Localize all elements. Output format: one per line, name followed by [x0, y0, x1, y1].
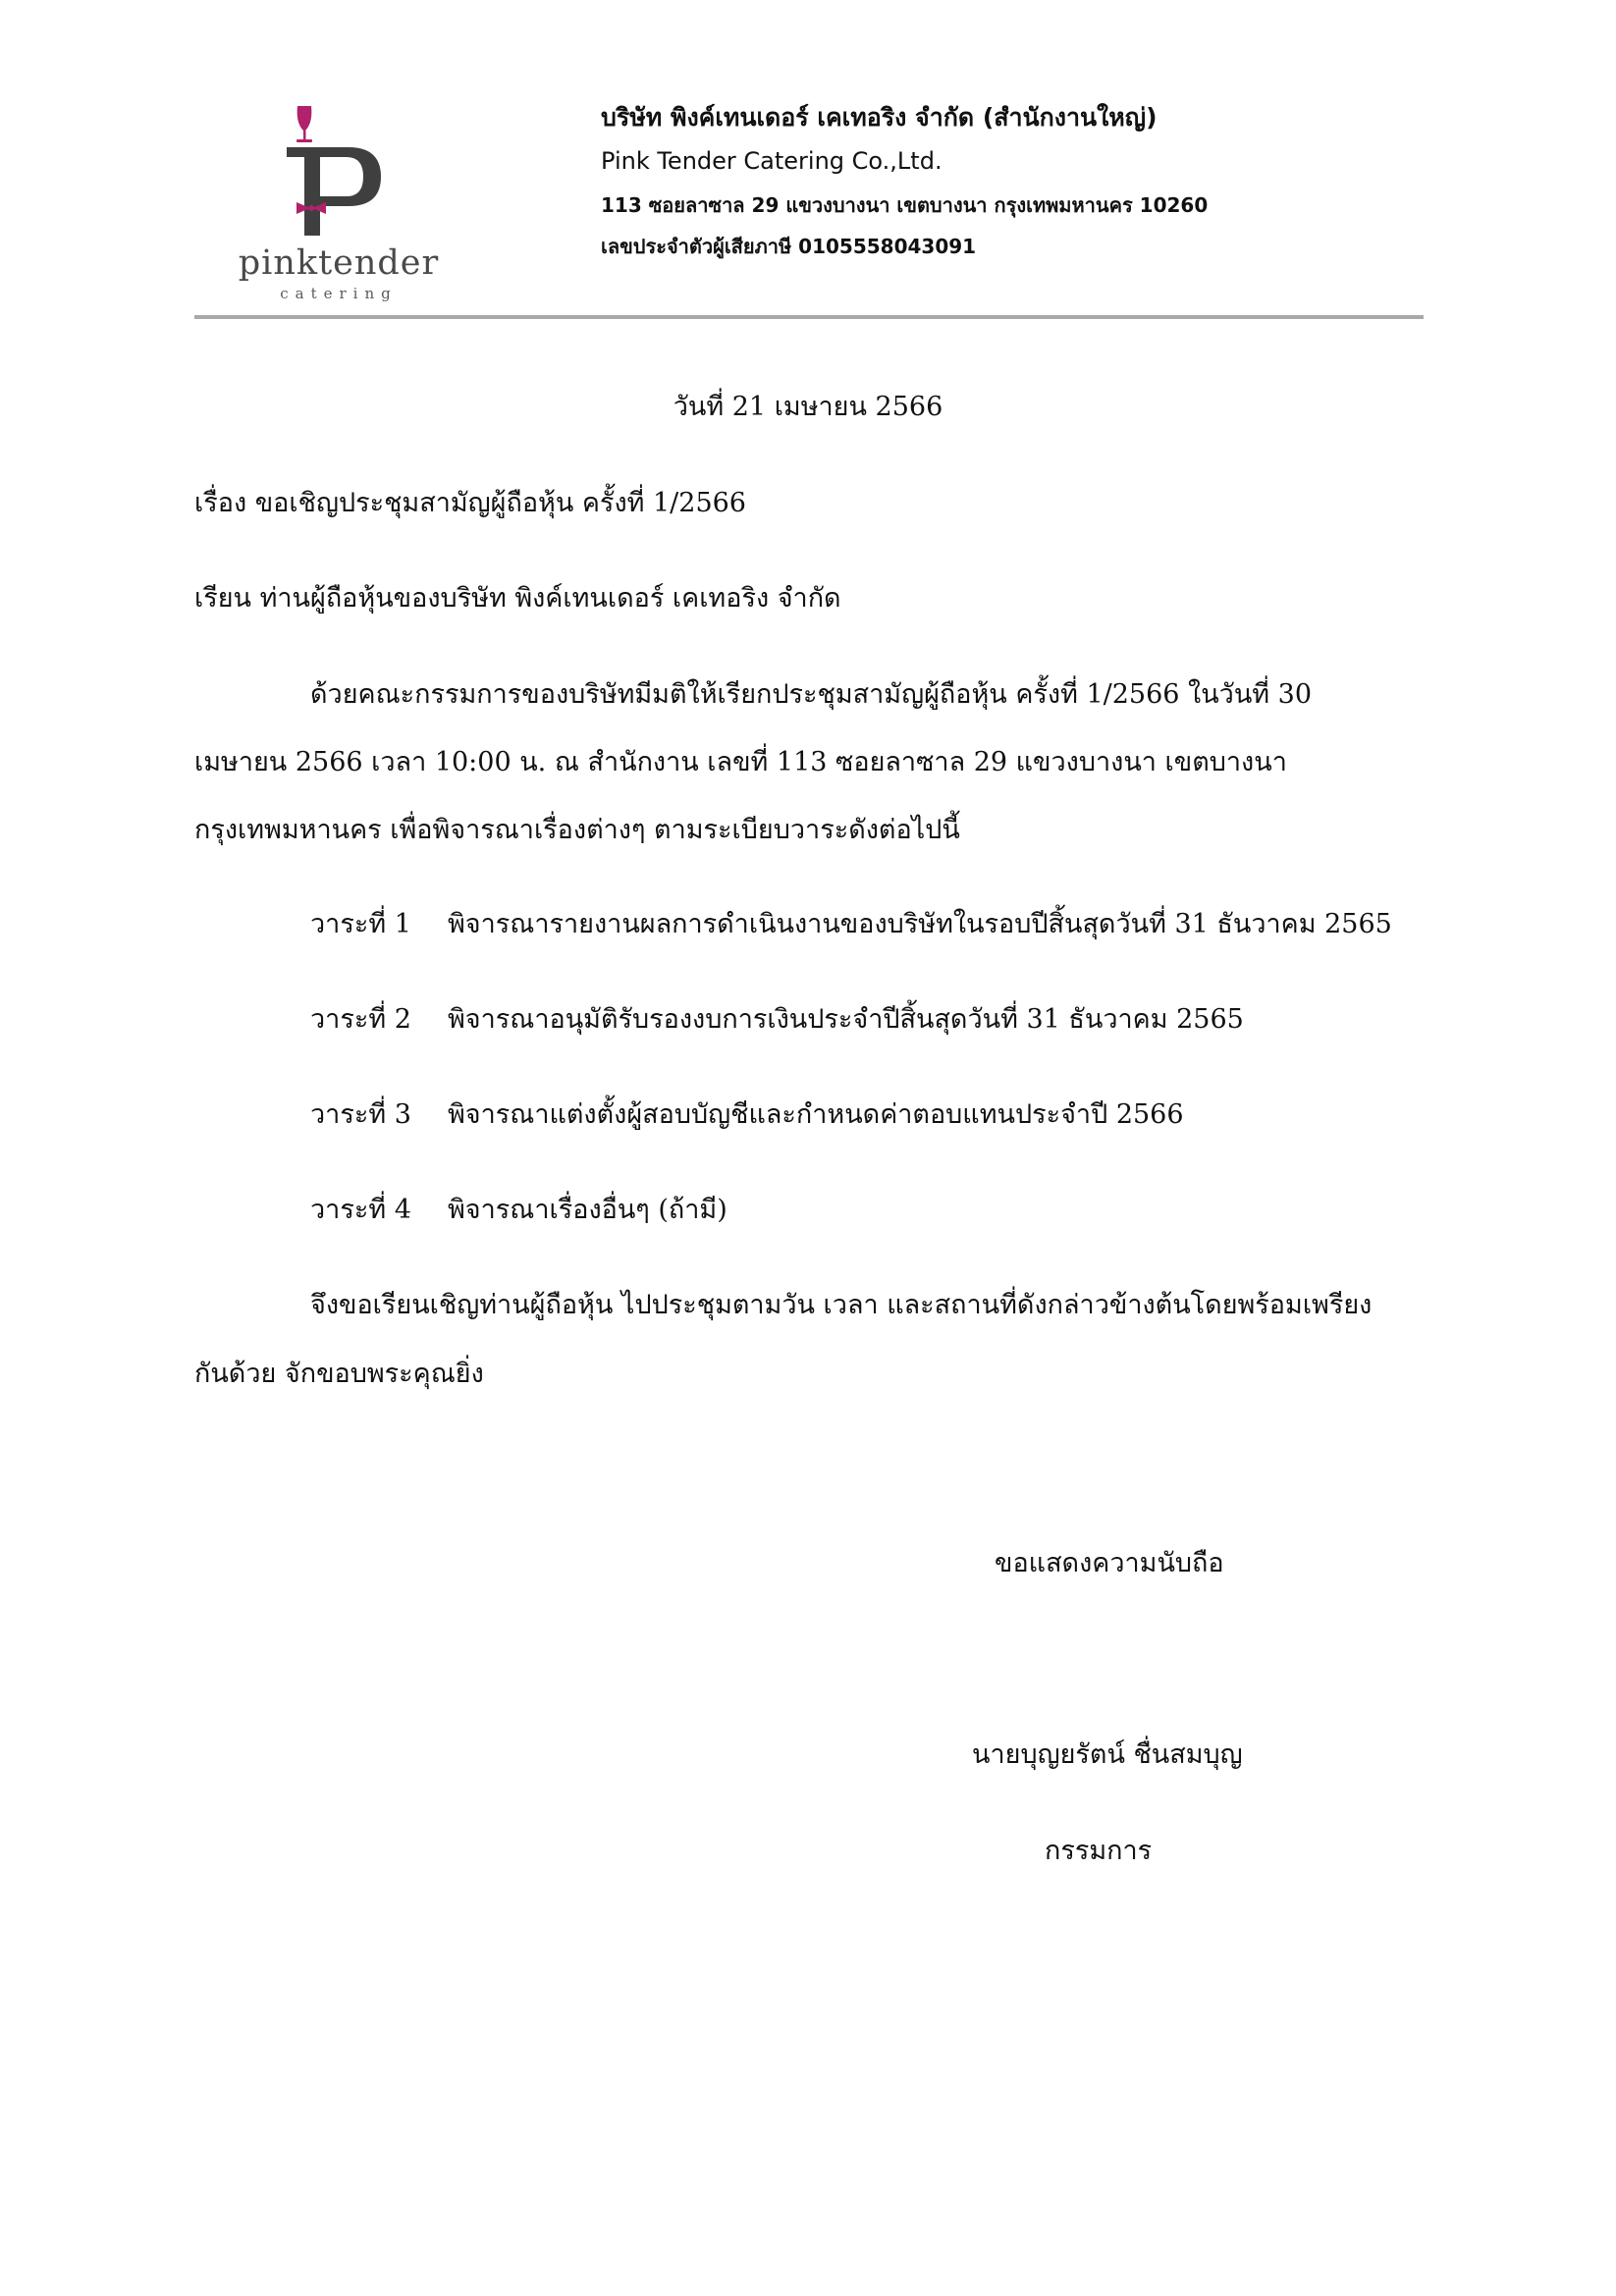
- letter-subject: เรื่อง ขอเชิญประชุมสามัญผู้ถือหุ้น ครั้งที่ 1/2566: [194, 488, 746, 518]
- intro-paragraph-line: ด้วยคณะกรรมการของบริษัทมีมติให้เรียกประชุมสามัญผู้ถือหุ้น ครั้งที่ 1/2566 ในวันที่ 30: [310, 679, 1313, 710]
- company-info: [601, 98, 1445, 267]
- letter-recipient: เรียน ท่านผู้ถือหุ้นของบริษัท พิงค์เทนเดอร์ เคเทอริง จำกัด: [194, 583, 841, 614]
- logo-mark-icon: [226, 98, 452, 245]
- intro-paragraph-line: กรุงเทพมหานคร เพื่อพิจารณาเรื่องต่างๆ ตามระเบียบวาระดังต่อไปนี้: [194, 815, 960, 845]
- signer-title: กรรมการ: [1045, 1836, 1153, 1866]
- agenda-number: วาระที่ 3: [310, 1099, 411, 1130]
- letter-date: วันที่ 21 เมษายน 2566: [673, 392, 943, 422]
- logo-wordmark: pinktender: [238, 243, 440, 283]
- agenda-text: พิจารณาอนุมัติรับรองงบการเงินประจำปีสิ้นสุดวันที่ 31 ธันวาคม 2565: [448, 1004, 1244, 1035]
- logo-subtext: catering: [280, 285, 398, 302]
- company-tax-id: เลขประจำตัวผู้เสียภาษี 0105558043091: [601, 235, 977, 258]
- agenda-text: พิจารณารายงานผลการดำเนินงานของบริษัทในรอบปีสิ้นสุดวันที่ 31 ธันวาคม 2565: [448, 909, 1392, 939]
- agenda-number: วาระที่ 4: [310, 1195, 411, 1225]
- closing-salutation: ขอแสดงความนับถือ: [995, 1548, 1224, 1578]
- invitation-paragraph-line: จึงขอเรียนเชิญท่านผู้ถือหุ้น ไปประชุมตามวัน เวลา และสถานที่ดังกล่าวข้างต้นโดยพร้อมเพรียง: [310, 1290, 1373, 1320]
- agenda-text: พิจารณาเรื่องอื่นๆ (ถ้ามี): [448, 1195, 727, 1225]
- invitation-paragraph-line: กันด้วย จักขอบพระคุณยิ่ง: [194, 1359, 484, 1389]
- agenda-number: วาระที่ 1: [310, 909, 411, 939]
- company-name-th: บริษัท พิงค์เทนเดอร์ เคเทอริง จำกัด (สำนักงานใหญ่): [601, 103, 1158, 132]
- header-divider: [194, 315, 1424, 319]
- signer-name: นายบุญยรัตน์ ชื่นสมบุญ: [972, 1739, 1243, 1770]
- agenda-number: วาระที่ 2: [310, 1004, 411, 1035]
- company-logo: [226, 98, 452, 314]
- agenda-text: พิจารณาแต่งตั้งผู้สอบบัญชีและกำหนดค่าตอบแทนประจำปี 2566: [448, 1099, 1184, 1130]
- intro-paragraph-line: เมษายน 2566 เวลา 10:00 น. ณ สำนักงาน เลขที่ 113 ซอยลาซาล 29 แขวงบางนา เขตบางนา: [194, 747, 1287, 777]
- company-name-en: Pink Tender Catering Co.,Ltd.: [601, 147, 943, 175]
- company-address: 113 ซอยลาซาล 29 แขวงบางนา เขตบางนา กรุงเทพมหานคร 10260: [601, 193, 1209, 217]
